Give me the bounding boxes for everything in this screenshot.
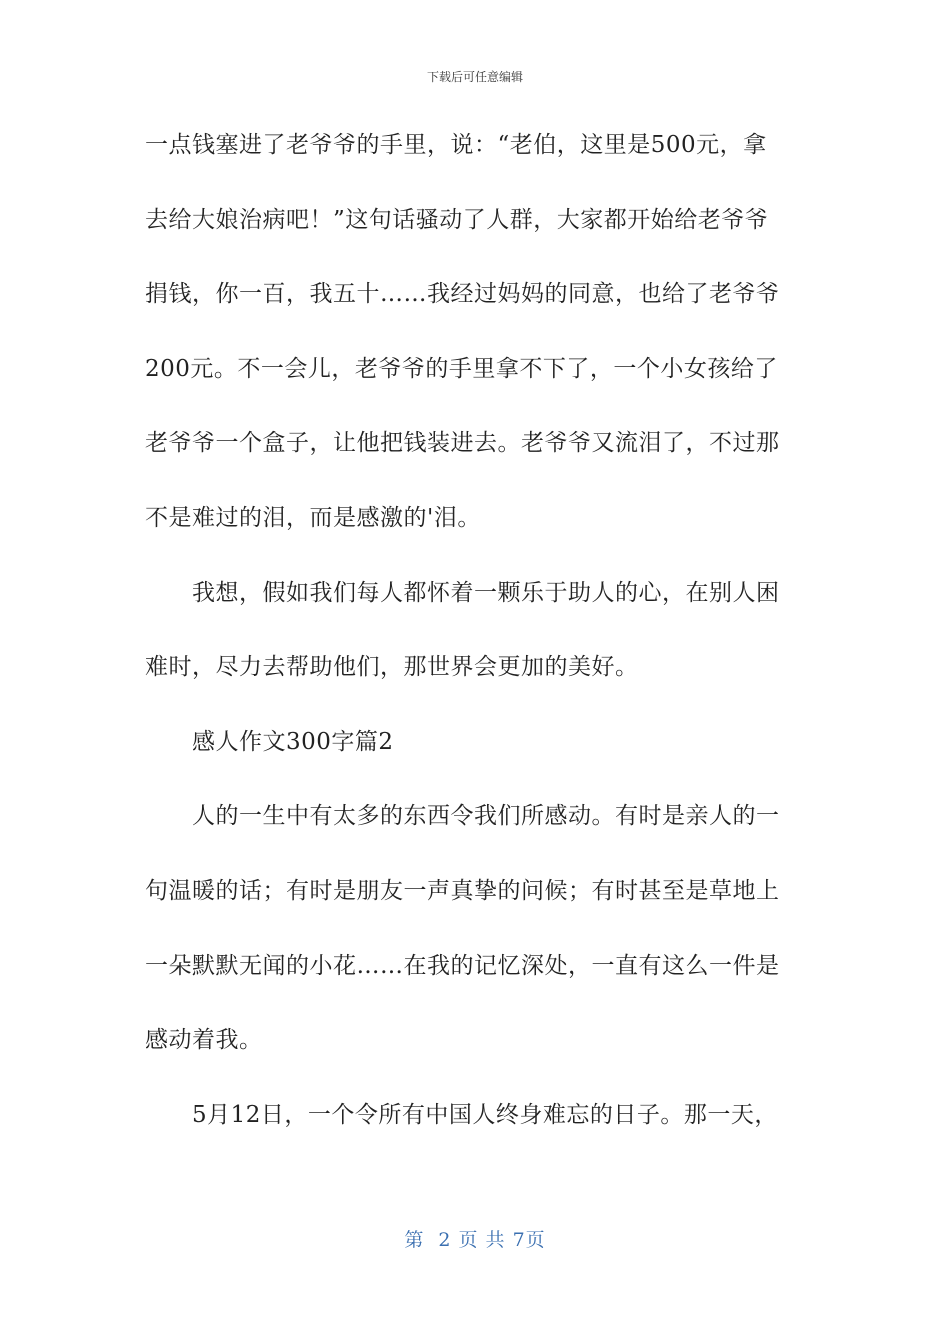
header-note: 下载后可任意编辑 xyxy=(426,70,523,84)
text-line: 捐钱，你一百，我五十……我经过妈妈的同意，也给了老爷爷 xyxy=(145,281,780,308)
text-line: 句温暖的话；有时是朋友一声真挚的问候；有时甚至是草地上 xyxy=(145,877,780,904)
text-line: 一朵默默无闻的小花……在我的记忆深处，一直有这么一件是 xyxy=(145,952,780,979)
text-line: 5月12日，一个令所有中国人终身难忘的日子。那一天， xyxy=(192,1101,778,1128)
text-line: 老爷爷一个盒子，让他把钱装进去。老爷爷又流泪了，不过那 xyxy=(145,430,780,457)
text-line: 去给大娘治病吧！”这句话骚动了人群，大家都开始给老爷爷 xyxy=(145,206,769,233)
page-number-footer xyxy=(0,1225,950,1252)
body-text xyxy=(145,124,793,1168)
text-line: 难时，尽力去帮助他们，那世界会更加的美好。 xyxy=(145,654,639,681)
text-line: 不是难过的泪，而是感激的'泪。 xyxy=(145,504,481,531)
text-line: 200元。不一会儿，老爷爷的手里拿不下了，一个小女孩给了 xyxy=(145,355,778,382)
text-line: 感动着我。 xyxy=(145,1027,263,1054)
page-number-label: 第 2 页 共 7页 xyxy=(404,1229,546,1251)
section-heading: 感人作文300字篇2 xyxy=(192,728,394,755)
text-line: 一点钱塞进了老爷爷的手里，说：“老伯，这里是500元，拿 xyxy=(145,132,767,158)
text-line: 我想，假如我们每人都怀着一颗乐于助人的心，在别人困 xyxy=(192,579,780,606)
text-line: 人的一生中有太多的东西令我们所感动。有时是亲人的一 xyxy=(192,803,780,830)
